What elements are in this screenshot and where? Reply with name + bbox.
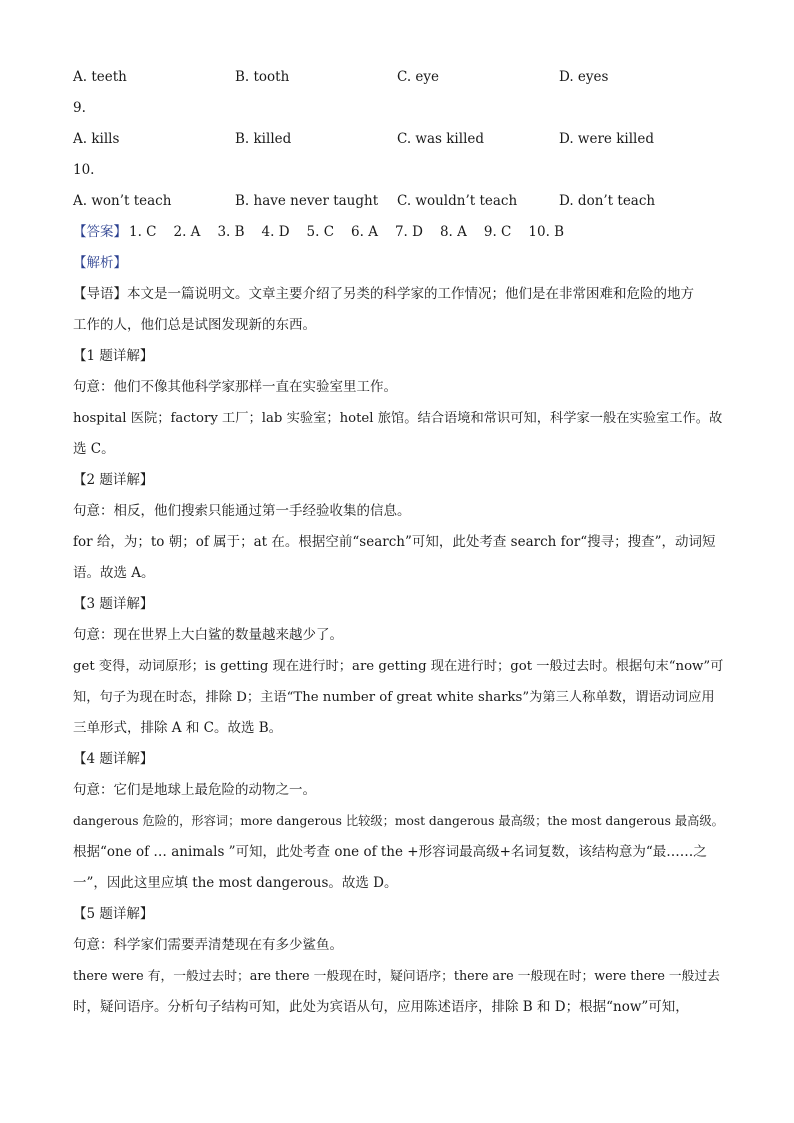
document-page: [73, 62, 723, 1023]
section-line: 三单形式，排除 A 和 C。故选 B。: [73, 720, 283, 736]
section-line: dangerous 危险的，形容词；more dangerous 比较级；most dangerous 最高级；the most dangerous 最高级。: [73, 814, 724, 828]
q8-option-b: B. tooth: [235, 69, 290, 85]
answer-item: 3. B: [217, 224, 245, 240]
q9-option-c: C. was killed: [397, 131, 485, 147]
q9-label: 9.: [73, 100, 86, 116]
section-4: [73, 744, 723, 899]
section-line: there were 有，一般过去时；are there 一般现在时，疑问语序；there are 一般现在时；were there 一般过去: [73, 969, 720, 984]
answer-item: 1. C: [129, 224, 157, 240]
section-line: 时，疑问语序。分析句子结构可知，此处为宾语从句，应用陈述语序，排除 B 和 D；根据“now”可知，: [73, 999, 689, 1015]
section-heading: 【4 题详解】: [73, 751, 154, 767]
answer-item: 9. C: [483, 224, 512, 240]
section-line: 一”，因此这里应填 the most dangerous。故选 D。: [73, 875, 398, 891]
section-line: 选 C。: [73, 441, 115, 457]
answer-item: 10. B: [528, 224, 565, 240]
section-5: [73, 899, 723, 1023]
q8-options: [73, 62, 723, 93]
guide-line-2: 工作的人，他们总是试图发现新的东西。: [73, 317, 316, 333]
section-heading: 【2 题详解】: [73, 472, 154, 488]
q10-option-d: D. don’t teach: [559, 193, 656, 209]
q8-option-d: D. eyes: [559, 69, 609, 85]
q9-options: [73, 124, 723, 155]
section-line: for 给，为；to 朝；of 属于；at 在。根据空前“search”可知，此处考查 search for“搜寻；搜查”，动词短: [73, 534, 716, 550]
section-line: 句意：它们是地球上最危险的动物之一。: [73, 782, 316, 798]
analysis-tag: 【解析】: [73, 255, 127, 271]
q9-option-d: D. were killed: [559, 131, 654, 147]
q10-options: [73, 186, 723, 217]
guide-line-1: 【导语】本文是一篇说明文。文章主要介绍了另类的科学家的工作情况；他们是在非常困难和危险的地方: [73, 286, 694, 302]
answer-row: [73, 217, 723, 248]
answer-item: 6. A: [351, 224, 378, 240]
q10-option-b: B. have never taught: [235, 193, 379, 209]
answer-item: 4. D: [261, 224, 290, 240]
q10-option-a: A. won’t teach: [73, 193, 172, 209]
q9-option-b: B. killed: [235, 131, 292, 147]
section-heading: 【5 题详解】: [73, 906, 154, 922]
section-line: 语。故选 A。: [73, 565, 155, 581]
q8-option-c: C. eye: [397, 69, 440, 85]
section-line: get 变得，动词原形；is getting 现在进行时；are getting 现在进行时；got 一般过去时。根据句末“now”可: [73, 659, 724, 674]
section-line: 句意：科学家们需要弄清楚现在有多少鲨鱼。: [73, 937, 343, 953]
answer-item: 2. A: [173, 224, 201, 240]
q10-option-c: C. wouldn’t teach: [397, 193, 518, 209]
section-line: 句意：现在世界上大白鲨的数量越来越少了。: [73, 627, 343, 643]
section-2: [73, 465, 723, 589]
q8-option-a: A. teeth: [73, 69, 127, 85]
section-3: [73, 589, 723, 744]
q10-label: 10.: [73, 162, 95, 178]
answer-item: 5. C: [306, 224, 335, 240]
section-heading: 【3 题详解】: [73, 596, 154, 612]
section-line: 知，句子为现在时态，排除 D；主语“The number of great white sharks”为第三人称单数，谓语动词应用: [73, 690, 715, 705]
q9-option-a: A. kills: [73, 131, 120, 147]
answer-item: 7. D: [394, 224, 423, 240]
section-heading: 【1 题详解】: [73, 348, 154, 364]
section-line: 句意：相反，他们搜索只能通过第一手经验收集的信息。: [73, 503, 411, 519]
section-1: [73, 341, 723, 465]
section-line: 句意：他们不像其他科学家那样一直在实验室里工作。: [73, 379, 397, 395]
answer-item: 8. A: [439, 224, 467, 240]
section-line: hospital 医院；factory 工厂；lab 实验室；hotel 旅馆。结合语境和常识可知，科学家一般在实验室工作。故: [73, 411, 723, 426]
answer-tag: 【答案】: [73, 224, 127, 240]
section-line: 根据“one of … animals ”可知，此处考查 one of the +形容词最高级+名词复数，该结构意为“最……之: [73, 844, 707, 860]
